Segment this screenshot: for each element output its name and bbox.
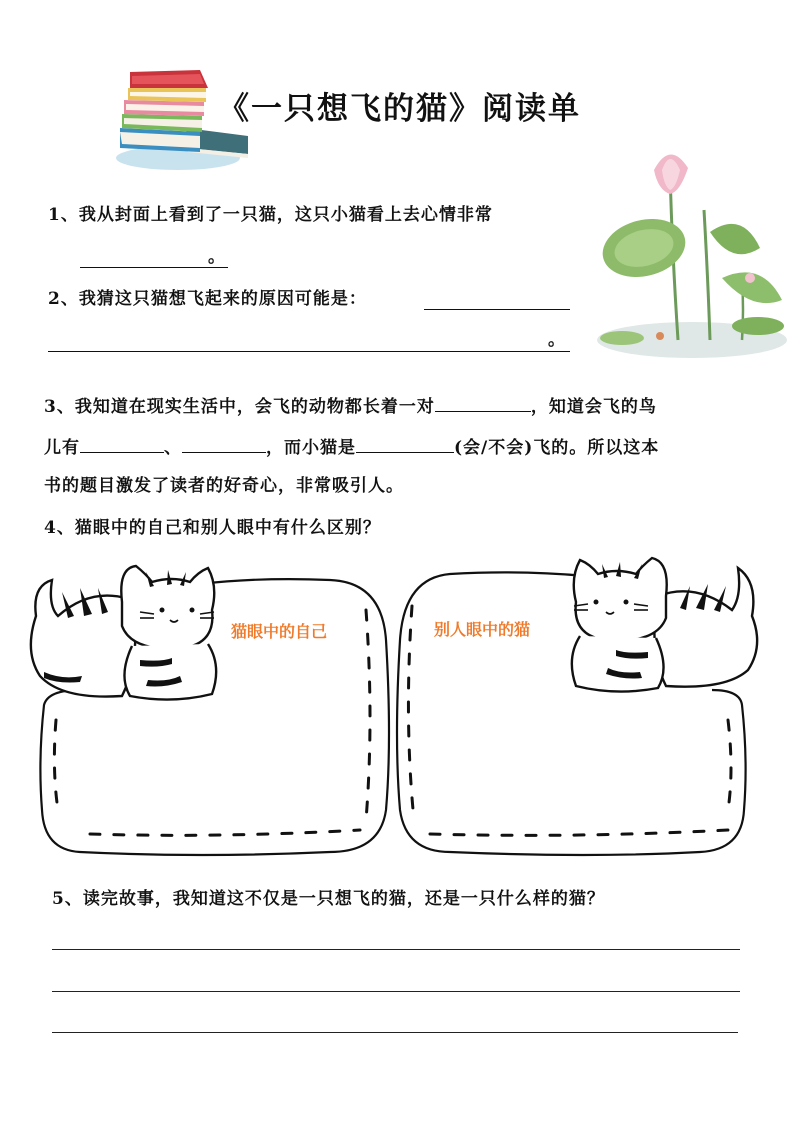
left-frame-label: 猫眼中的自己 xyxy=(231,622,328,641)
question-1-end: 。 xyxy=(208,247,226,267)
question-3-line-2 xyxy=(44,434,659,459)
answer-blank-3c[interactable] xyxy=(182,434,266,453)
answer-blank-3a[interactable] xyxy=(435,393,531,412)
question-5: 5、读完故事，我知道这不仅是一只想飞的猫，还是一只什么样的猫？ xyxy=(52,889,605,909)
question-2: 2、我猜这只猫想飞起来的原因可能是： xyxy=(48,289,367,309)
question-4: 4、猫眼中的自己和别人眼中有什么区别？ xyxy=(44,518,381,538)
question-2-end: 。 xyxy=(548,330,566,350)
question-3-text-d: ，而小猫是 xyxy=(266,438,356,458)
question-3-line-1 xyxy=(44,393,657,418)
lotus-icon xyxy=(592,140,792,365)
question-3-sep: 、 xyxy=(164,438,182,458)
page-title: 《一只想飞的猫》阅读单 xyxy=(218,91,581,127)
question-3-text-a: 3、我知道在现实生活中，会飞的动物都长着一对 xyxy=(44,397,435,417)
answer-blank-2a[interactable] xyxy=(424,291,570,310)
answer-blank-3b[interactable] xyxy=(80,434,164,453)
answer-blank-3d[interactable] xyxy=(356,434,454,453)
right-frame-label: 别人眼中的猫 xyxy=(434,620,531,639)
answer-line-2[interactable] xyxy=(52,991,740,992)
answer-blank-2b[interactable] xyxy=(48,333,570,352)
cat-icon xyxy=(22,556,222,706)
answer-line-3[interactable] xyxy=(52,1032,738,1033)
answer-blank-1[interactable] xyxy=(80,249,228,268)
cat-icon-right xyxy=(566,546,766,696)
question-3-text-c: 儿有 xyxy=(44,438,80,458)
answer-line-1[interactable] xyxy=(52,949,740,950)
question-1: 1、我从封面上看到了一只猫，这只小猫看上去心情非常 xyxy=(48,205,493,225)
question-3-text-b: ，知道会飞的鸟 xyxy=(530,397,657,417)
question-3-text-e: (会/不会)飞的。所以这本 xyxy=(454,438,660,458)
question-3-line-3: 书的题目激发了读者的好奇心，非常吸引人。 xyxy=(44,476,404,496)
